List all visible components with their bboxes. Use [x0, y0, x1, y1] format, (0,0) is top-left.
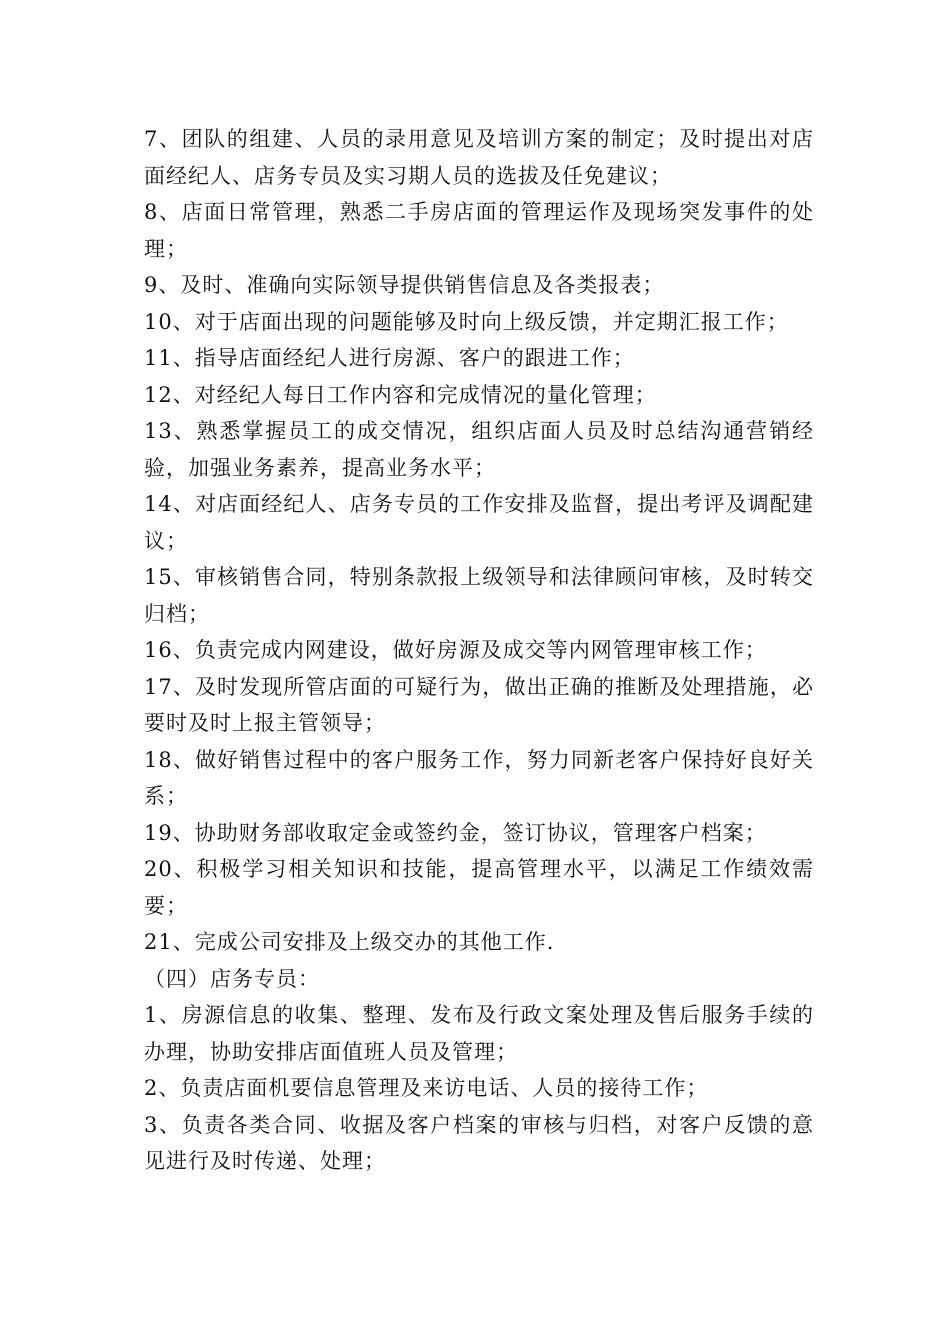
- paragraph-item-14: 14、对店面经纪人、店务专员的工作安排及监督，提出考评及调配建议；: [144, 492, 814, 553]
- paragraph-item-17: 17、及时发现所管店面的可疑行为，做出正确的推断及处理措施，必要时及时上报主管领导；: [144, 674, 814, 735]
- paragraph-item-16: 16、负责完成内网建设，做好房源及成交等内网管理审核工作；: [144, 638, 767, 662]
- paragraph-item-12: 12、对经纪人每日工作内容和完成情况的量化管理；: [144, 382, 657, 407]
- paragraph-item-18: 18、做好销售过程中的客户服务工作，努力同新老客户保持好良好关系；: [144, 747, 814, 808]
- paragraph-item-15: 15、审核销售合同，特别条款报上级领导和法律顾问审核，及时转交归档；: [144, 565, 814, 626]
- paragraph-item-10: 10、对于店面出现的问题能够及时向上级反馈，并定期汇报工作；: [144, 309, 789, 334]
- document-body: [144, 121, 814, 1180]
- paragraph-item-clerk-1: 1、房源信息的收集、整理、发布及行政文案处理及售后服务手续的办理，协助安排店面值班人员及管理；: [144, 1003, 814, 1064]
- paragraph-item-clerk-2: 2、负责店面机要信息管理及来访电话、人员的接待工作；: [144, 1076, 709, 1100]
- paragraph-item-20: 20、积极学习相关知识和技能，提高管理水平，以满足工作绩效需要；: [144, 857, 814, 918]
- section-heading-store-clerk: （四）店务专员：: [144, 966, 320, 991]
- paragraph-item-11: 11、指导店面经纪人进行房源、客户的跟进工作；: [144, 346, 635, 370]
- paragraph-item-8: 8、店面日常管理，熟悉二手房店面的管理运作及现场突发事件的处理；: [144, 200, 814, 261]
- paragraph-item-21: 21、完成公司安排及上级交办的其他工作.: [144, 930, 555, 954]
- paragraph-item-9: 9、及时、准确向实际领导提供销售信息及各类报表；: [144, 273, 665, 297]
- paragraph-item-19: 19、协助财务部收取定金或签约金，签订协议，管理客户档案；: [144, 820, 767, 845]
- paragraph-item-13: 13、熟悉掌握员工的成交情况，组织店面人员及时总结沟通营销经验，加强业务素养，提高业务水平；: [144, 419, 814, 480]
- paragraph-item-7: 7、团队的组建、人员的录用意见及培训方案的制定；及时提出对店面经纪人、店务专员及实习期人员的选拔及任免建议；: [144, 127, 814, 188]
- paragraph-item-clerk-3: 3、负责各类合同、收据及客户档案的审核与归档，对客户反馈的意见进行及时传递、处理；: [144, 1112, 814, 1173]
